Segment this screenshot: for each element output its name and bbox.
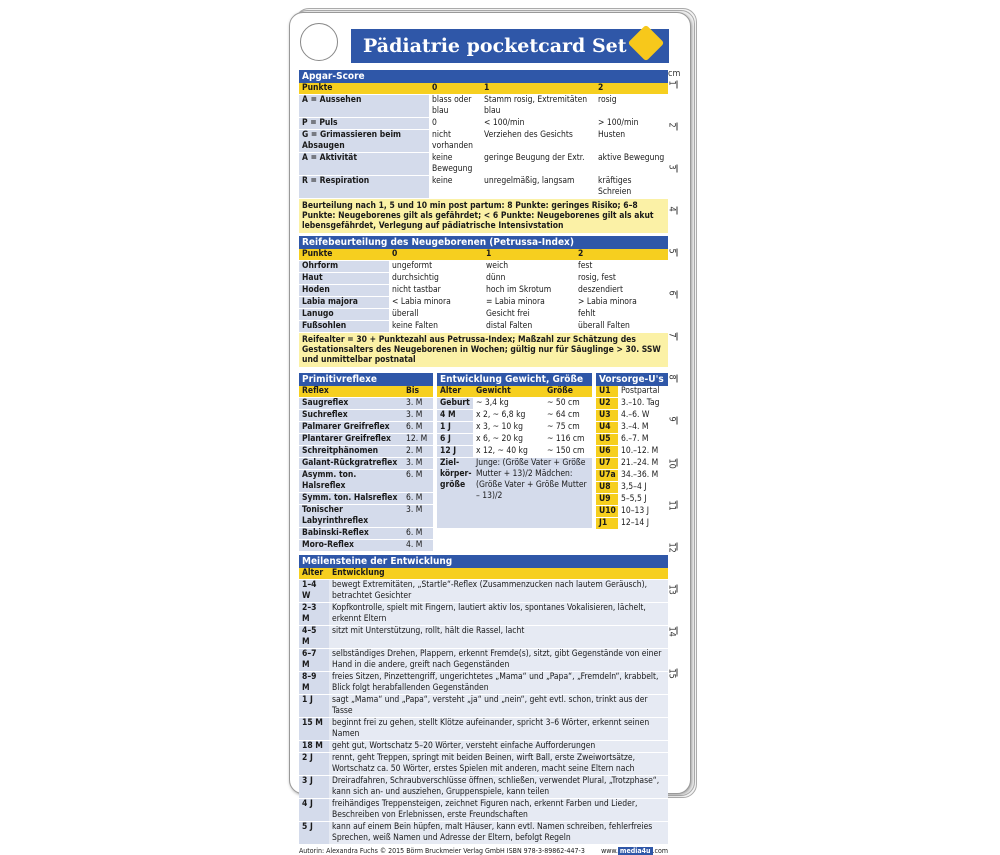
row-label: Hoden [299, 285, 389, 297]
table-row [299, 95, 668, 118]
cell: distal Falten [483, 321, 575, 333]
header-row [299, 249, 668, 261]
cell: 21.–24. M [618, 458, 668, 470]
table-row [299, 398, 433, 410]
zielgroesse-table [437, 458, 592, 529]
ruler-mark: 4 [667, 207, 678, 215]
cell: deszendiert [575, 285, 668, 297]
ruler-mark: 7 [667, 333, 678, 341]
cell: nicht tastbar [389, 285, 483, 297]
table-row [299, 470, 433, 493]
table-row [596, 422, 668, 434]
zielgroesse-text: Junge: (Größe Vater + Größe Mutter + 13)/2 Mädchen: (Größe Vater + Größe Mutter – 13)/2 [473, 458, 592, 529]
column-header: Punkte [299, 83, 429, 95]
row-label: U9 [596, 494, 618, 506]
table-row [299, 446, 433, 458]
ruler-mark: 15 [666, 668, 677, 679]
column-header: 2 [575, 249, 668, 261]
cell: überall [389, 309, 483, 321]
table-row [596, 506, 668, 518]
cell: 3,5–4 J [618, 482, 668, 494]
cell: Kopfkontrolle, spielt mit Fingern, lautiert aktiv los, spontanes Vokalisieren, lächelt, erkennt Eltern [329, 603, 668, 626]
cell: bewegt Extremitäten, „Startle“-Reflex (Zusammenzucken nach lautem Geräusch), betrachtet Gesichter [329, 580, 668, 603]
cell: Gesicht frei [483, 309, 575, 321]
column-header: 0 [389, 249, 483, 261]
cell: 2. M [403, 446, 433, 458]
table-row [299, 130, 668, 153]
row-label: A = Aktivität [299, 153, 429, 176]
cell: rennt, geht Treppen, springt mit beiden Beinen, wirft Ball, erste Zweiwortsätze, Wortschatz ca. 50 Wörter, erstes Spielen mit anderen, macht seine Eltern nach [329, 753, 668, 776]
header-row [299, 83, 668, 95]
row-label: U7a [596, 470, 618, 482]
apgar-heading: Apgar-Score [299, 70, 668, 83]
row-label: Moro-Reflex [299, 540, 403, 552]
column-header: 2 [595, 83, 668, 95]
row-label: Fußsohlen [299, 321, 389, 333]
row-label: Geburt [437, 398, 473, 410]
publisher-logo: media4u [619, 847, 651, 855]
table-row [299, 434, 433, 446]
row-label: 18 M [299, 741, 329, 753]
column-header: Gewicht [473, 386, 544, 398]
cell: unregelmäßig, langsam [481, 176, 595, 199]
cell: > 100/min [595, 118, 668, 130]
cell: 12–14 J [618, 518, 668, 530]
ruler-mark: 1 [667, 81, 678, 89]
three-columns [299, 370, 668, 552]
entwicklung-section [437, 370, 592, 552]
cell: kann auf einem Bein hüpfen, malt Häuser, kann evtl. Namen schreiben, fehlerfreies Sprechen, weiß Namen und Adresse der Eltern, befolgt Regeln [329, 822, 668, 845]
row-label: Asymm. ton. Halsreflex [299, 470, 403, 493]
row-label: R = Respiration [299, 176, 429, 199]
row-label: Babinski-Reflex [299, 528, 403, 540]
row-label: Tonischer Labyrinthreflex [299, 505, 403, 528]
cell: überall Falten [575, 321, 668, 333]
cell: 12. M [403, 434, 433, 446]
cell: 6. M [403, 470, 433, 493]
cell: 3. M [403, 458, 433, 470]
row-label: U10 [596, 506, 618, 518]
row-label: Symm. ton. Halsreflex [299, 493, 403, 505]
row-label: Schreitphänomen [299, 446, 403, 458]
table-row [437, 410, 592, 422]
header-row [299, 386, 433, 398]
cell: selbständiges Drehen, Plappern, erkennt Fremde(s), sitzt, gibt Gegenstände von einer Hand in die andere, greift nach Gegenständen [329, 649, 668, 672]
cell: ~ 64 cm [544, 410, 592, 422]
reflexe-heading: Primitivreflexe [299, 373, 433, 386]
row-label: 4–5 M [299, 626, 329, 649]
cell: 3.–10. Tag [618, 398, 668, 410]
column-header: Punkte [299, 249, 389, 261]
table-row [299, 528, 433, 540]
table-row [299, 458, 433, 470]
table-row [299, 309, 668, 321]
table-row [299, 493, 433, 505]
cell: hoch im Skrotum [483, 285, 575, 297]
cell: sitzt mit Unterstützung, rollt, hält die Rassel, lacht [329, 626, 668, 649]
column-header: 1 [481, 83, 595, 95]
table-row [299, 422, 433, 434]
header-row [299, 568, 668, 580]
cell: kräftiges Schreien [595, 176, 668, 199]
column-header: Bis [403, 386, 433, 398]
column-header: Größe [544, 386, 592, 398]
footer [299, 847, 668, 855]
cell: 34.–36. M [618, 470, 668, 482]
cell: keine Bewegung [429, 153, 481, 176]
cell: ~ 150 cm [544, 446, 592, 458]
meilensteine-heading: Meilensteine der Entwicklung [299, 555, 668, 568]
petrussa-note: Reifealter = 30 + Punktezahl aus Petrussa-Index; Maßzahl zur Schätzung des Gestationsalters des Neugeborenen in Wochen; gültig nur für Säuglinge > 30. SSW und unmittelbar postnatal [299, 333, 668, 367]
url-suffix: .com [652, 847, 668, 855]
row-label: Palmarer Greifreflex [299, 422, 403, 434]
row-label: U5 [596, 434, 618, 446]
cell: Stamm rosig, Extremitäten blau [481, 95, 595, 118]
reflexe-table [299, 386, 433, 552]
header-row [437, 386, 592, 398]
row-label: 12 J [437, 446, 473, 458]
ruler-mark: 12 [666, 542, 677, 553]
table-row [299, 118, 668, 130]
cell: ~ 75 cm [544, 422, 592, 434]
ruler-mark: 8 [667, 375, 678, 383]
row-label: G = Grimassieren beim Absaugen [299, 130, 429, 153]
table-row [437, 398, 592, 410]
row-label: Plantarer Greifreflex [299, 434, 403, 446]
row-label: Labia majora [299, 297, 389, 309]
apgar-table [299, 83, 668, 199]
row-label: Lanugo [299, 309, 389, 321]
cell: = Labia minora [483, 297, 575, 309]
ruler-mark: 14 [666, 626, 677, 637]
cell: > Labia minora [575, 297, 668, 309]
column-header: Alter [299, 568, 329, 580]
table-row [596, 458, 668, 470]
column-header: Entwicklung [329, 568, 668, 580]
table-row [596, 494, 668, 506]
table-row [299, 176, 668, 199]
cell: Postpartal [618, 386, 668, 398]
table-row [596, 446, 668, 458]
cell: 10.–12. M [618, 446, 668, 458]
ruler-mark: 6 [667, 291, 678, 299]
cell: weich [483, 261, 575, 273]
row-label: Haut [299, 273, 389, 285]
table-row [596, 386, 668, 398]
ruler-mark: 10 [666, 458, 677, 469]
row-label: 5 J [299, 822, 329, 845]
row-label: Suchreflex [299, 410, 403, 422]
cell: durchsichtig [389, 273, 483, 285]
cell: 0 [429, 118, 481, 130]
cell: 10–13 J [618, 506, 668, 518]
cell: aktive Bewegung [595, 153, 668, 176]
table-row [437, 422, 592, 434]
row-label: 6 J [437, 434, 473, 446]
card-content [299, 67, 668, 855]
row-label: 15 M [299, 718, 329, 741]
cell: ~ 3,4 kg [473, 398, 544, 410]
url-prefix: www. [601, 847, 618, 855]
row-label: 4 M [437, 410, 473, 422]
reflexe-section [299, 370, 433, 552]
table-row [299, 321, 668, 333]
cell: < Labia minora [389, 297, 483, 309]
footer-credit: Autorin: Alexandra Fuchs © 2015 Börm Bruckmeier Verlag GmbH ISBN 978-3-89862-447-3 [299, 847, 585, 855]
cell: x 3, ~ 10 kg [473, 422, 544, 434]
column-header: 0 [429, 83, 481, 95]
cell: ungeformt [389, 261, 483, 273]
table-row [299, 410, 433, 422]
row-label: U4 [596, 422, 618, 434]
apgar-note: Beurteilung nach 1, 5 und 10 min post partum: 8 Punkte: geringes Risiko; 6–8 Punkte: Neugeborenes gilt als gefährdet; < 6 Punkte: Neugeborenes gilt als akut lebensgefährdet, Verlegung auf pädiatrische Intensivstation [299, 199, 668, 233]
row-label: U2 [596, 398, 618, 410]
column-header: Alter [437, 386, 473, 398]
table-row [299, 626, 668, 649]
card-title: Pädiatrie pocketcard Set [351, 29, 669, 63]
table-row [437, 434, 592, 446]
cell: 3. M [403, 505, 433, 528]
table-row [299, 799, 668, 822]
row-label: 1–4 W [299, 580, 329, 603]
table-row [299, 672, 668, 695]
row-label: 1 J [299, 695, 329, 718]
table-row [299, 776, 668, 799]
table-row [299, 540, 433, 552]
cell: 6. M [403, 528, 433, 540]
table-row [299, 505, 433, 528]
ruler-mark: 9 [667, 417, 678, 425]
row-label: 4 J [299, 799, 329, 822]
cell: fehlt [575, 309, 668, 321]
table-row [437, 446, 592, 458]
cell: 4. M [403, 540, 433, 552]
cell: Verziehen des Gesichts [481, 130, 595, 153]
row-label: 1 J [437, 422, 473, 434]
ruler-mark: 2 [667, 123, 678, 131]
row-label: Ohrform [299, 261, 389, 273]
row-label: Galant-Rückgratreflex [299, 458, 403, 470]
ruler-unit: cm [668, 69, 681, 79]
cell: 3. M [403, 398, 433, 410]
cell: blass oder blau [429, 95, 481, 118]
row-label: 2 J [299, 753, 329, 776]
entwicklung-heading: Entwicklung Gewicht, Größe [437, 373, 592, 386]
row-label: 3 J [299, 776, 329, 799]
entwicklung-table [437, 386, 592, 458]
table-row [299, 753, 668, 776]
cell: < 100/min [481, 118, 595, 130]
row-label: 2–3 M [299, 603, 329, 626]
table-row [596, 398, 668, 410]
cell: 3.–4. M [618, 422, 668, 434]
meilensteine-table [299, 568, 668, 845]
cell: freies Sitzen, Pinzettengriff, ungerichtetes „Mama“ und „Papa“, „Fremdeln“, krabbelt, Blick folgt herabfallenden Gegenständen [329, 672, 668, 695]
cell: freihändiges Treppensteigen, zeichnet Figuren nach, erkennt Farben und Lieder, Beschreiben von Erlebnissen, erste Freundschaften [329, 799, 668, 822]
cell: rosig [595, 95, 668, 118]
table-row [596, 434, 668, 446]
pocketcard [289, 12, 691, 855]
table-row [596, 482, 668, 494]
table-row [299, 741, 668, 753]
cell: x 12, ~ 40 kg [473, 446, 544, 458]
table-row [596, 470, 668, 482]
ruler-mark: 13 [666, 584, 677, 595]
cell: keine Falten [389, 321, 483, 333]
cell: 3. M [403, 410, 433, 422]
cell: geringe Beugung der Extr. [481, 153, 595, 176]
row-label: U7 [596, 458, 618, 470]
column-header: Reflex [299, 386, 403, 398]
column-header: 1 [483, 249, 575, 261]
ruler-mark: 3 [667, 165, 678, 173]
table-row [299, 273, 668, 285]
cell: keine [429, 176, 481, 199]
table-row [299, 603, 668, 626]
ruler [668, 67, 688, 707]
cell: x 6, ~ 20 kg [473, 434, 544, 446]
cell: ~ 116 cm [544, 434, 592, 446]
cell: 4.–6. W [618, 410, 668, 422]
cell: 6. M [403, 493, 433, 505]
zielgroesse-label: Ziel-körper-größe [437, 458, 473, 529]
row-label: 6–7 M [299, 649, 329, 672]
cell: geht gut, Wortschatz 5–20 Wörter, versteht einfache Aufforderungen [329, 741, 668, 753]
cell: 6.–7. M [618, 434, 668, 446]
cell: dünn [483, 273, 575, 285]
ruler-mark: 11 [666, 500, 677, 511]
row-label: U3 [596, 410, 618, 422]
vorsorge-table [596, 386, 668, 530]
ring-hole [300, 23, 338, 61]
table-row [299, 822, 668, 845]
cell: ~ 50 cm [544, 398, 592, 410]
table-row [299, 580, 668, 603]
petrussa-heading: Reifebeurteilung des Neugeborenen (Petrussa-Index) [299, 236, 668, 249]
table-row [596, 410, 668, 422]
row-label: U8 [596, 482, 618, 494]
footer-url [601, 847, 668, 855]
table-row [596, 518, 668, 530]
table-row [299, 649, 668, 672]
row-label: U6 [596, 446, 618, 458]
row-label: P = Puls [299, 118, 429, 130]
table-row [299, 285, 668, 297]
cell: sagt „Mama“ und „Papa“, versteht „ja“ und „nein“, geht evtl. schon, trinkt aus der Tasse [329, 695, 668, 718]
row-label: A = Aussehen [299, 95, 429, 118]
cell: Dreiradfahren, Schraubverschlüsse öffnen, schließen, verwendet Plural, „Trotzphase“, kann sich an- und ausziehen, Gruppenspiele, kann teilen [329, 776, 668, 799]
vorsorge-section [596, 370, 668, 552]
cell: nicht vorhanden [429, 130, 481, 153]
cell: x 2, ~ 6,8 kg [473, 410, 544, 422]
row-label: U1 [596, 386, 618, 398]
row-label: J1 [596, 518, 618, 530]
cell: Husten [595, 130, 668, 153]
cell: fest [575, 261, 668, 273]
vorsorge-heading: Vorsorge-U's [596, 373, 668, 386]
row-label: 8–9 M [299, 672, 329, 695]
table-row [299, 695, 668, 718]
petrussa-table [299, 249, 668, 333]
cell: rosig, fest [575, 273, 668, 285]
ruler-mark: 5 [667, 249, 678, 257]
table-row [299, 153, 668, 176]
cell: 5–5,5 J [618, 494, 668, 506]
table-row [299, 261, 668, 273]
table-row [299, 297, 668, 309]
cell: 6. M [403, 422, 433, 434]
table-row [299, 718, 668, 741]
cell: beginnt frei zu gehen, stellt Klötze aufeinander, spricht 3–6 Wörter, erkennt seinen Namen [329, 718, 668, 741]
row-label: Saugreflex [299, 398, 403, 410]
